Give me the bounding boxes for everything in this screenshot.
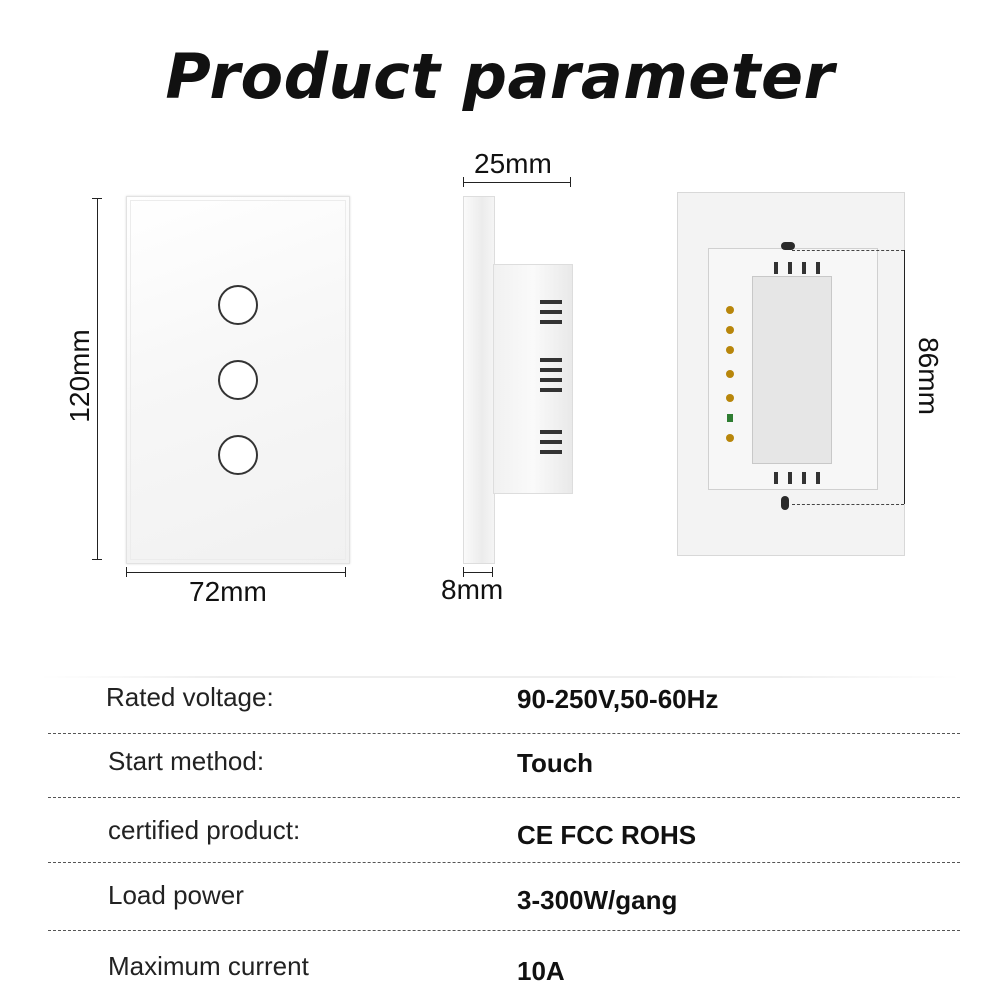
contact-pin <box>788 262 792 274</box>
contact-pin <box>802 472 806 484</box>
vent-slot <box>540 358 562 362</box>
spec-value: CE FCC ROHS <box>517 820 697 850</box>
contact-pin <box>816 472 820 484</box>
contact-pin <box>774 472 778 484</box>
contact-pin <box>788 472 792 484</box>
terminal-screw <box>726 394 734 402</box>
section-divider <box>40 676 960 678</box>
spec-label: certified product: <box>108 815 301 845</box>
terminal-screw <box>726 370 734 378</box>
terminal-screw <box>726 346 734 354</box>
depth-label: 25mm <box>474 148 552 179</box>
plate-dimension-line <box>463 572 493 573</box>
terminal-screw <box>726 434 734 442</box>
width-dimension-tick-left <box>126 567 127 577</box>
vent-slot <box>540 430 562 434</box>
front-panel <box>126 196 350 564</box>
depth-dimension-tick-left <box>463 177 464 187</box>
side-plate <box>463 196 495 564</box>
width-dimension-line <box>126 572 346 573</box>
height-dimension-tick-top <box>92 198 102 199</box>
vent-slot <box>540 310 562 314</box>
mounting-slot-bottom <box>781 496 789 510</box>
box-dimension-guide-top <box>792 250 904 251</box>
depth-dimension-line <box>463 182 571 183</box>
spec-value: Touch <box>517 748 594 778</box>
spec-label: Rated voltage: <box>106 682 274 712</box>
depth-dimension-tick-right <box>570 177 571 187</box>
vent-slot <box>540 320 562 324</box>
touch-button-3 <box>218 435 258 475</box>
terminal-screw <box>726 306 734 314</box>
contact-pin <box>802 262 806 274</box>
vent-slot <box>540 378 562 382</box>
status-led <box>727 414 733 422</box>
spec-label: Load power <box>108 880 244 910</box>
height-dimension-line <box>97 198 98 560</box>
contact-pin <box>816 262 820 274</box>
row-separator <box>48 797 960 798</box>
width-dimension-tick-right <box>345 567 346 577</box>
height-dimension-tick-bottom <box>92 559 102 560</box>
row-separator <box>48 930 960 931</box>
terminal-screw <box>726 326 734 334</box>
box-dimension-line <box>904 250 905 504</box>
box-dimension-guide-bottom <box>792 504 904 505</box>
touch-button-2 <box>218 360 258 400</box>
page-title: Product parameter <box>165 40 835 113</box>
vent-slot <box>540 450 562 454</box>
mounting-slot-top <box>781 242 795 250</box>
contact-pin <box>774 262 778 274</box>
touch-button-1 <box>218 285 258 325</box>
spec-value: 90-250V,50-60Hz <box>517 684 719 714</box>
width-label: 72mm <box>189 576 267 607</box>
spec-value: 3-300W/gang <box>517 885 678 915</box>
rating-label <box>752 276 832 464</box>
vent-slot <box>540 440 562 444</box>
box-height-label: 86mm <box>913 337 944 415</box>
spec-label: Maximum current <box>108 951 309 981</box>
vent-slot <box>540 300 562 304</box>
spec-value: 10A <box>517 956 565 986</box>
row-separator <box>48 862 960 863</box>
plate-label: 8mm <box>441 574 504 605</box>
spec-label: Start method: <box>108 746 265 776</box>
height-label: 120mm <box>64 329 95 423</box>
vent-slot <box>540 368 562 372</box>
vent-slot <box>540 388 562 392</box>
row-separator <box>48 733 960 734</box>
